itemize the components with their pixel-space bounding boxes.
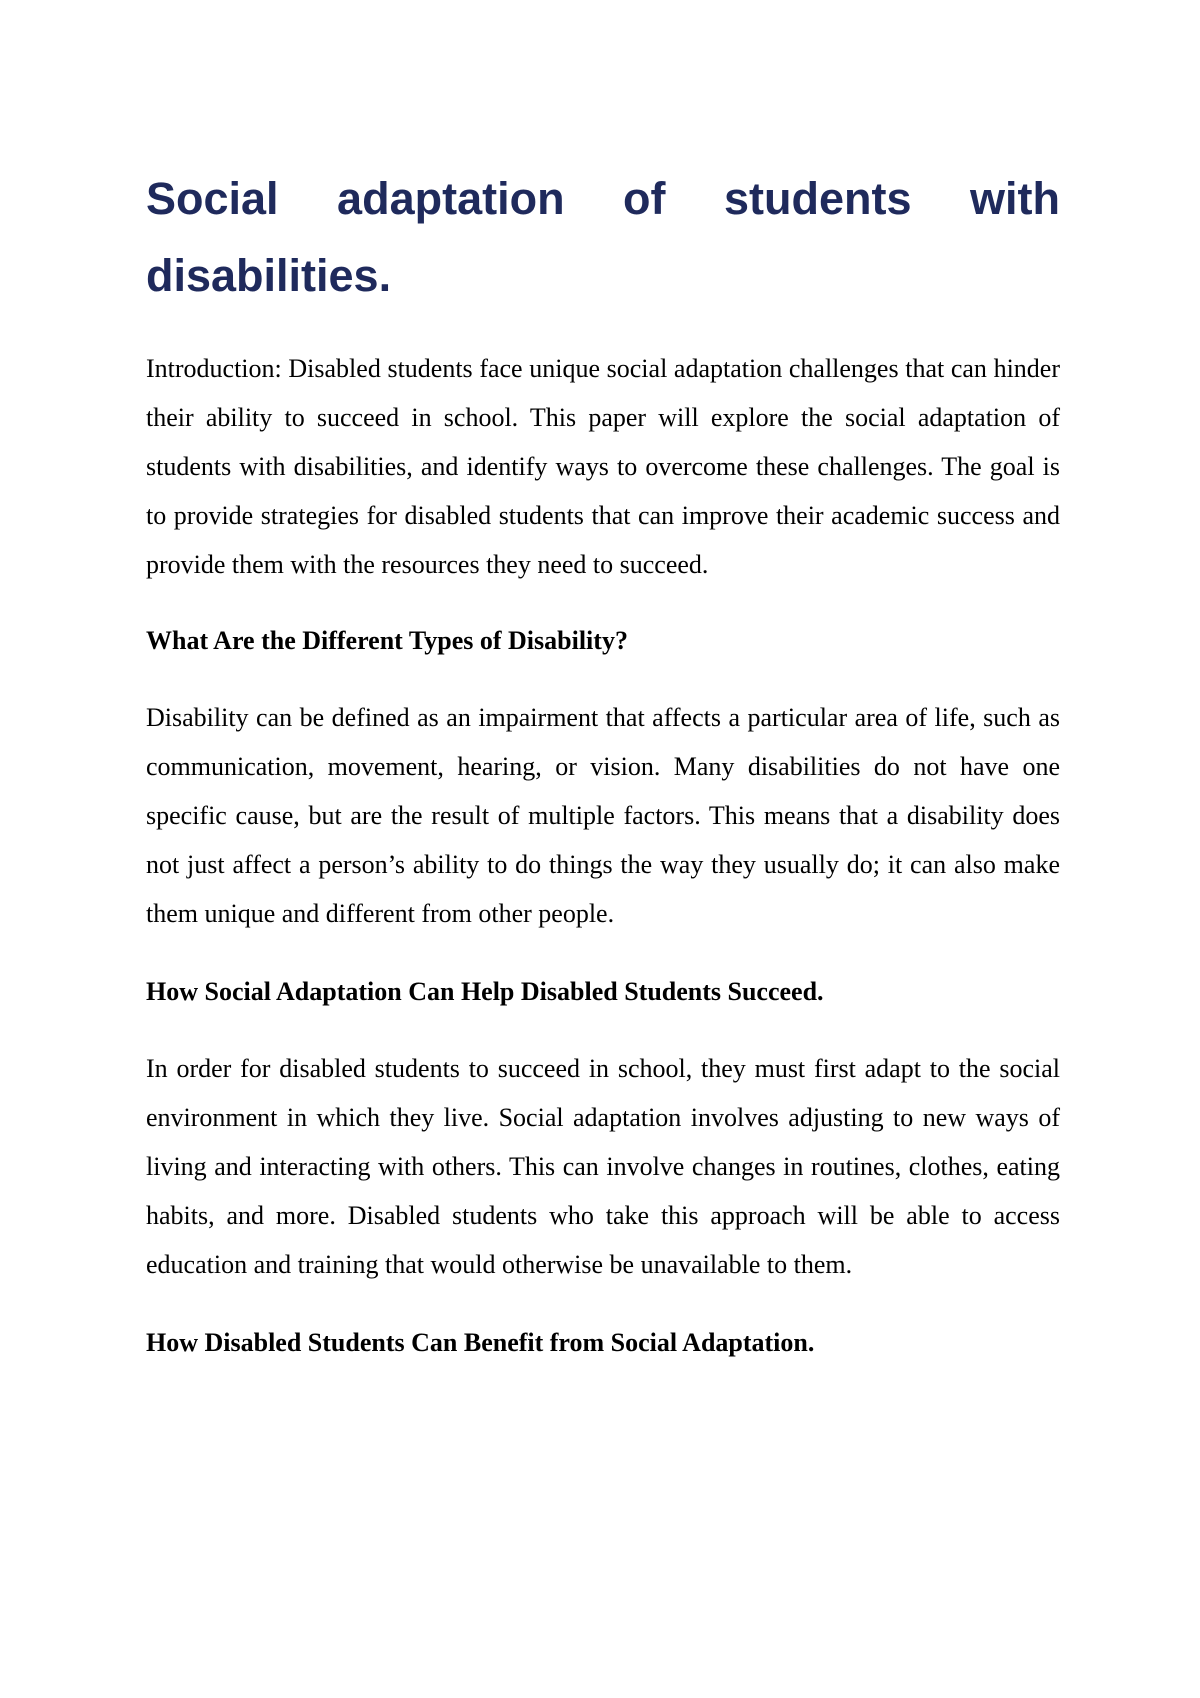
- section-heading-benefit: How Disabled Students Can Benefit from Social Adaptation.: [146, 1328, 815, 1357]
- section-body-help-succeed: In order for disabled students to succeed in school, they must first adapt to the social environment in which they live. Social adaptation involves adjusting to new ways of living and interacting with others. This can involve changes in routines, clothes, eating habits, and more. Disabled students who take this approach will be able to access education and training that would otherwise be unavailable to them.: [146, 1054, 1060, 1279]
- document-title: Social adaptation of students with disabilities.: [146, 173, 1060, 301]
- section-heading-help-succeed: How Social Adaptation Can Help Disabled Students Succeed.: [146, 977, 824, 1006]
- section-body-types-of-disability: Disability can be defined as an impairment that affects a particular area of life, such as communication, movement, hearing, or vision. Many disabilities do not have one specific cause, but are the result of multiple factors. This means that a disability does not just affect a person’s ability to do things the way they usually do; it can also make them unique and different from other people.: [146, 703, 1060, 928]
- section-heading-types-of-disability: What Are the Different Types of Disability?: [146, 626, 628, 655]
- introduction-paragraph: Introduction: Disabled students face unique social adaptation challenges that can hinder their ability to succeed in school. This paper will explore the social adaptation of students with disabilities, and identify ways to overcome these challenges. The goal is to provide strategies for disabled students that can improve their academic success and provide them with the resources they need to succeed.: [146, 354, 1060, 579]
- document-content: [146, 160, 1060, 1367]
